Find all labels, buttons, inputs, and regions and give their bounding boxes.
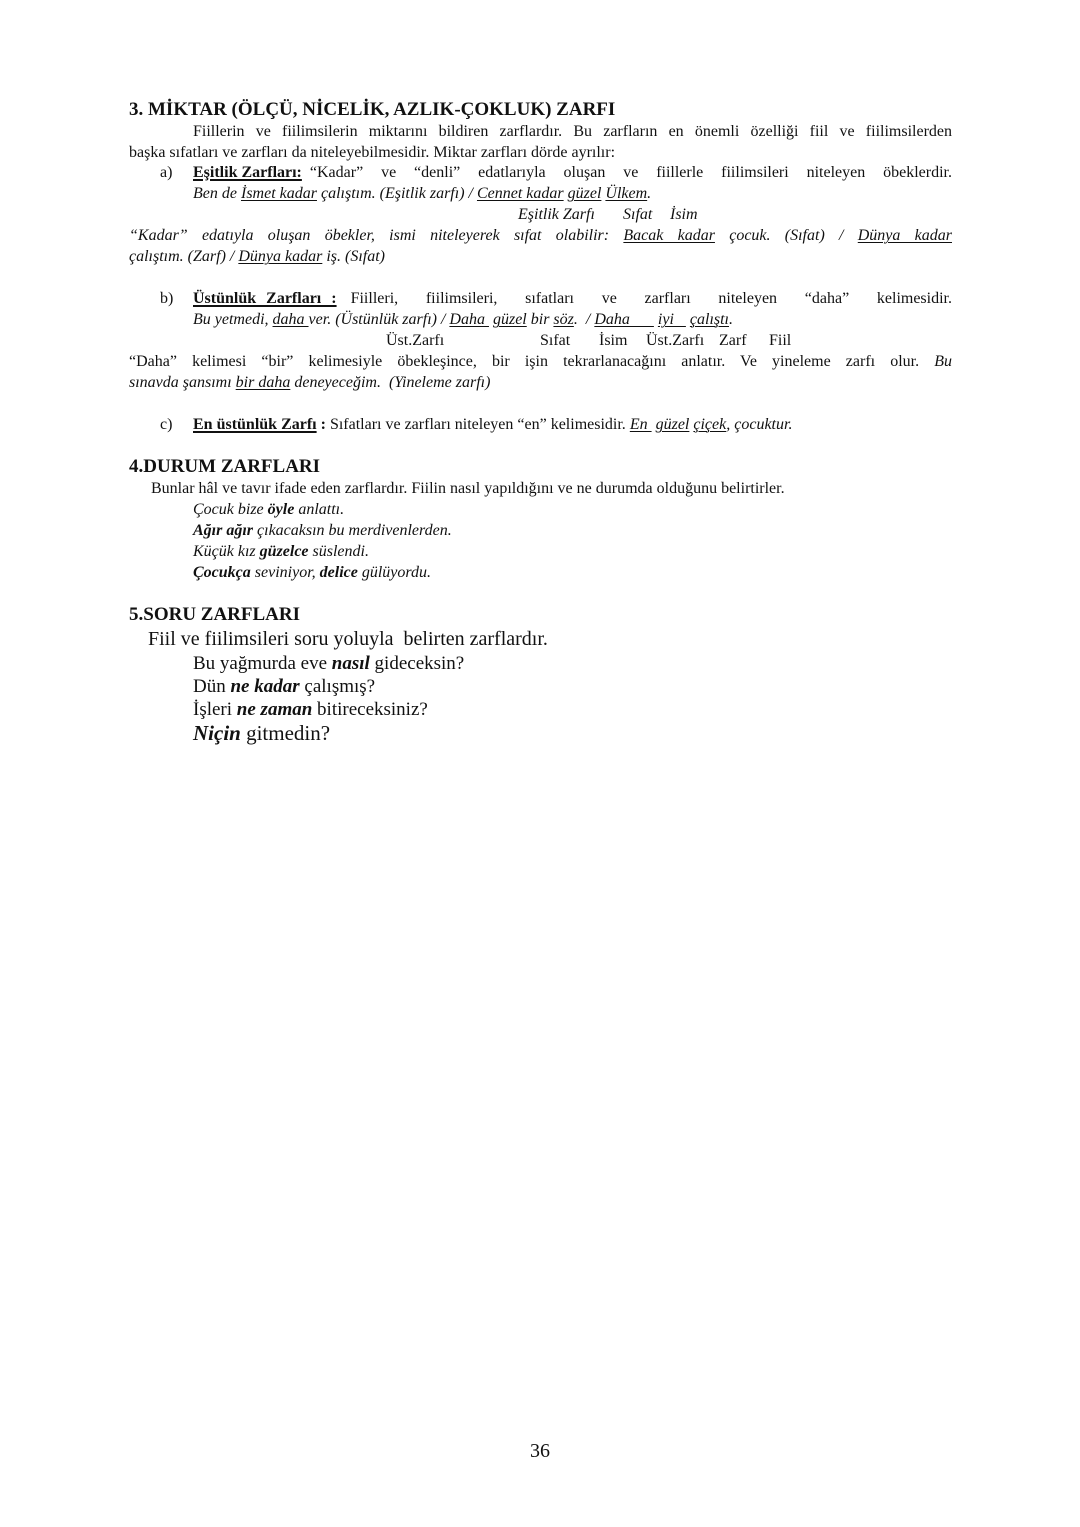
section-5-example-2 [193, 676, 375, 698]
item-a-title: Eşitlik Zarfları: [193, 164, 302, 181]
item-c-line [193, 415, 792, 435]
text: Küçük kız [193, 543, 260, 560]
section-4-intro: Bunlar hâl ve tavır ifade eden zarflardır. Fiilin nasıl yapıldığını ve ne durumda olduğunu belirtirler. [151, 480, 785, 497]
item-c-example [630, 416, 793, 433]
item-b-description: Fiilleri, fiilimsileri, sıfatları ve zarfları niteleyen “daha” kelimesidir. [350, 290, 952, 307]
text: bir [526, 311, 554, 328]
page-number: 36 [530, 1440, 550, 1462]
item-a-note-line-2 [129, 247, 385, 267]
item-b-label-zarf: Zarf [719, 332, 747, 349]
bold-italic-text: ne zaman [236, 699, 313, 720]
text: çalışmış? [299, 676, 376, 697]
text: gülüyordu. [357, 564, 432, 581]
section-5-intro: Fiil ve fiilimsileri soru yoluyla belirten zarflardır. [148, 628, 548, 650]
section-3-intro-line-2: başka sıfatları ve zarfları da niteleyebilmesidir. Miktar zarfları dörde ayrılır: [129, 144, 616, 161]
section-4-example-1 [193, 500, 344, 520]
italic-text: Bu [934, 353, 953, 370]
item-b-label-ust-zarfi-1: Üst.Zarfı [386, 332, 445, 349]
underlined-text: Bacak kadar [623, 227, 715, 244]
bold-text: Ağır ağır [193, 522, 254, 539]
section-5-example-3 [193, 699, 428, 721]
item-c-title: En üstünlük Zarfı [193, 416, 317, 433]
section-3-intro-line-1: Fiillerin ve fiilimsilerin miktarını bildiren zarflardır. Bu zarfların en önemli özelliği fiil ve fiilimsilerden [193, 123, 952, 140]
text: çıkacaksın bu merdivenlerden. [253, 522, 452, 539]
colon: : [316, 416, 326, 433]
bold-italic-text: ne kadar [230, 676, 300, 697]
item-b-note-line-2 [129, 373, 490, 393]
underlined-text: iyi [657, 311, 686, 328]
underlined-text: İsmet kadar [240, 185, 317, 202]
text: çocuk. (Sıfat) / [714, 227, 858, 244]
item-b-line [193, 289, 952, 309]
underlined-text: çiçek [693, 416, 727, 433]
underlined-text: Daha [594, 311, 654, 328]
underlined-text: Ülkem [605, 185, 648, 202]
text: Dün [193, 676, 231, 697]
item-b-title: Üstünlük Zarfları : [193, 290, 337, 307]
text: Bu yağmurda eve [193, 653, 332, 674]
text: Bu yetmedi, [193, 311, 273, 328]
bold-italic-text: Niçin [193, 721, 241, 745]
item-c-marker: c) [160, 416, 173, 433]
item-a-description: “Kadar” ve “denli” edatlarıyla oluşan ve fiillerle fiilimsileri niteleyen öbeklerdir. [309, 164, 952, 181]
text: gitmedin? [240, 721, 331, 745]
text: Çocuk bize [193, 501, 268, 518]
underlined-text: güzel [567, 185, 602, 202]
underlined-text: Dünya kadar [238, 248, 323, 265]
section-5-example-4 [193, 721, 330, 745]
underlined-text: bir daha [235, 374, 291, 391]
underlined-text: daha [272, 311, 309, 328]
item-a-label-sifat: Sıfat [623, 206, 653, 223]
text: çalıştım. (Eşitlik zarfı) / [316, 185, 477, 202]
text: . / [573, 311, 595, 328]
underlined-text: güzel [492, 311, 527, 328]
section-4-example-2 [193, 521, 452, 541]
bold-text: Çocukça [193, 564, 251, 581]
item-a-marker: a) [160, 164, 173, 181]
bold-text: delice [319, 564, 358, 581]
text: sınavda şansımı [129, 374, 236, 391]
text: iş. (Sıfat) [322, 248, 385, 265]
item-c-description: Sıfatları ve zarfları niteleyen “en” kelimesidir. [325, 416, 630, 433]
item-b-label-isim: İsim [599, 332, 628, 349]
item-a-line [193, 163, 952, 183]
bold-text: güzelce [259, 543, 309, 560]
text: . [647, 185, 652, 202]
item-b-marker: b) [160, 290, 174, 307]
text: “Daha” kelimesi “bir” kelimesiyle öbekleşince, bir işin tekrarlanacağını anlatır. Ve yineleme zarfı olur. [129, 353, 920, 370]
text: , çocuktur. [726, 416, 793, 433]
bold-text: öyle [267, 501, 295, 518]
item-b-note-line-1 [129, 352, 952, 372]
underlined-text: Daha [449, 311, 489, 328]
section-3-heading: 3. MİKTAR (ÖLÇÜ, NİCELİK, AZLIK-ÇOKLUK) ZARFI [129, 99, 616, 120]
text: ver. (Üstünlük zarfı) / [308, 311, 450, 328]
text: . [729, 311, 733, 328]
item-b-label-fiil: Fiil [769, 332, 792, 349]
item-a-example [193, 184, 651, 204]
item-b-example [193, 310, 733, 330]
section-4-example-3 [193, 542, 369, 562]
text: İşleri [193, 699, 237, 720]
section-4-example-4 [193, 563, 431, 583]
section-5-example-1 [193, 653, 464, 675]
item-b-label-sifat: Sıfat [540, 332, 571, 349]
text: deneyeceğim. (Yineleme zarfı) [290, 374, 491, 391]
text: seviniyor, [250, 564, 320, 581]
text: Ben de [193, 185, 241, 202]
underlined-text: güzel [655, 416, 690, 433]
item-a-note-line-1 [129, 226, 952, 246]
underlined-text: En [629, 416, 652, 433]
text: “Kadar” edatıyla oluşan öbekler, ismi niteleyerek sıfat olabilir: [129, 227, 624, 244]
section-4-heading: 4.DURUM ZARFLARI [129, 456, 321, 477]
underlined-text: söz [553, 311, 574, 328]
bold-italic-text: nasıl [331, 653, 370, 674]
text: süslendi. [308, 543, 369, 560]
text: bitireceksiniz? [312, 699, 428, 720]
text: gideceksin? [369, 653, 465, 674]
item-a-label-isim: İsim [670, 206, 698, 223]
section-5-heading: 5.SORU ZARFLARI [129, 604, 301, 625]
underlined-text: Cennet kadar [476, 185, 564, 202]
text: çalıştım. (Zarf) / [129, 248, 239, 265]
item-b-label-ust-zarfi-2: Üst.Zarfı [646, 332, 705, 349]
text: anlattı. [294, 501, 345, 518]
underlined-text: çalıştı [689, 311, 729, 328]
item-a-label-esitlik-zarfi: Eşitlik Zarfı [518, 206, 595, 223]
underlined-text: Dünya kadar [857, 227, 952, 244]
